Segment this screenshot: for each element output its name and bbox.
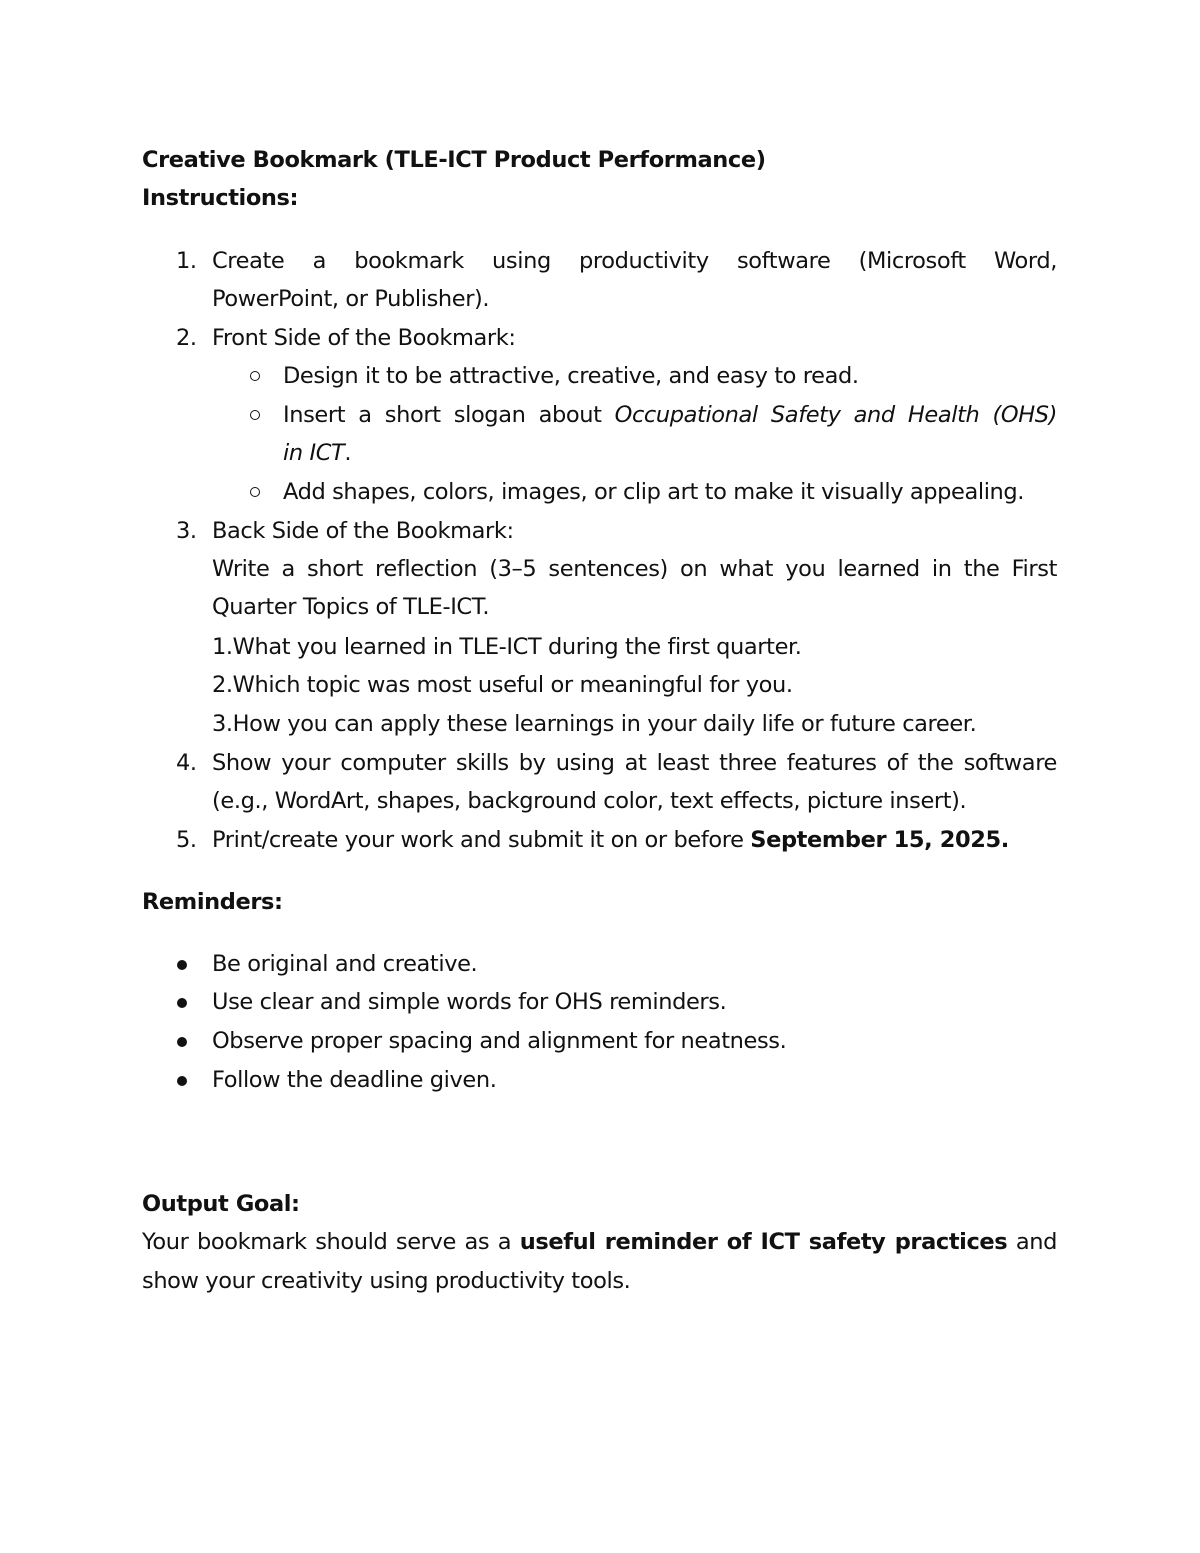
- page-title: Creative Bookmark (TLE-ICT Product Performance): [142, 147, 766, 173]
- sub-item: [283, 400, 1057, 430]
- output-goal-text: show your creativity using productivity tools.: [142, 1268, 631, 1294]
- sub-item: [283, 438, 351, 468]
- item-text: Show your computer skills by using at least three features of the software: [212, 750, 1057, 776]
- item-text: [212, 825, 1009, 855]
- item-number: 2.: [176, 325, 197, 351]
- bullet-icon: [177, 960, 187, 970]
- circle-bullet-icon: [250, 487, 260, 497]
- bullet-icon: [177, 998, 187, 1008]
- item-text: Write a short reflection (3–5 sentences) on what you learned in the First: [212, 556, 1057, 582]
- sub-item-text: Insert a short slogan about: [283, 402, 615, 428]
- output-goal-emphasis: useful reminder of ICT safety practices: [519, 1229, 1008, 1255]
- item-number: 1.: [176, 248, 197, 274]
- output-goal-text-suffix: and: [1007, 1229, 1057, 1255]
- item-text: Quarter Topics of TLE-ICT.: [212, 594, 490, 620]
- item-text-main: Print/create your work and submit it on or before: [212, 827, 751, 853]
- sub-item-text: .: [344, 440, 352, 466]
- item-text: (e.g., WordArt, shapes, background color, text effects, picture insert).: [212, 788, 967, 814]
- bullet-icon: [177, 1076, 187, 1086]
- item-number: 4.: [176, 750, 197, 776]
- reminders-heading: Reminders:: [142, 889, 283, 915]
- output-goal-text: [142, 1227, 1057, 1257]
- question-item: 2.Which topic was most useful or meaningful for you.: [212, 672, 793, 698]
- item-label: Back Side of the Bookmark:: [212, 518, 514, 544]
- item-number: 3.: [176, 518, 197, 544]
- item-label: Front Side of the Bookmark:: [212, 325, 516, 351]
- reminder-item: Use clear and simple words for OHS reminders.: [212, 989, 727, 1015]
- deadline-date: September 15, 2025.: [750, 827, 1009, 853]
- output-goal-text-prefix: Your bookmark should serve as a: [142, 1229, 520, 1255]
- circle-bullet-icon: [250, 371, 260, 381]
- item-text: Create a bookmark using productivity software (Microsoft Word,: [212, 248, 1057, 274]
- question-item: 3.How you can apply these learnings in your daily life or future career.: [212, 711, 977, 737]
- bullet-icon: [177, 1037, 187, 1047]
- sub-item: Add shapes, colors, images, or clip art to make it visually appealing.: [283, 479, 1025, 505]
- sub-item-emphasis: in ICT: [283, 440, 345, 466]
- question-item: 1.What you learned in TLE-ICT during the first quarter.: [212, 634, 802, 660]
- circle-bullet-icon: [250, 410, 260, 420]
- sub-item: Design it to be attractive, creative, and easy to read.: [283, 363, 859, 389]
- reminder-item: Be original and creative.: [212, 951, 478, 977]
- output-goal-heading: Output Goal:: [142, 1191, 300, 1217]
- instructions-heading: Instructions:: [142, 185, 299, 211]
- sub-item-emphasis: Occupational Safety and Health (OHS): [614, 402, 1057, 428]
- item-text: PowerPoint, or Publisher).: [212, 286, 490, 312]
- reminder-item: Follow the deadline given.: [212, 1067, 497, 1093]
- item-number: 5.: [176, 827, 197, 853]
- reminder-item: Observe proper spacing and alignment for neatness.: [212, 1028, 787, 1054]
